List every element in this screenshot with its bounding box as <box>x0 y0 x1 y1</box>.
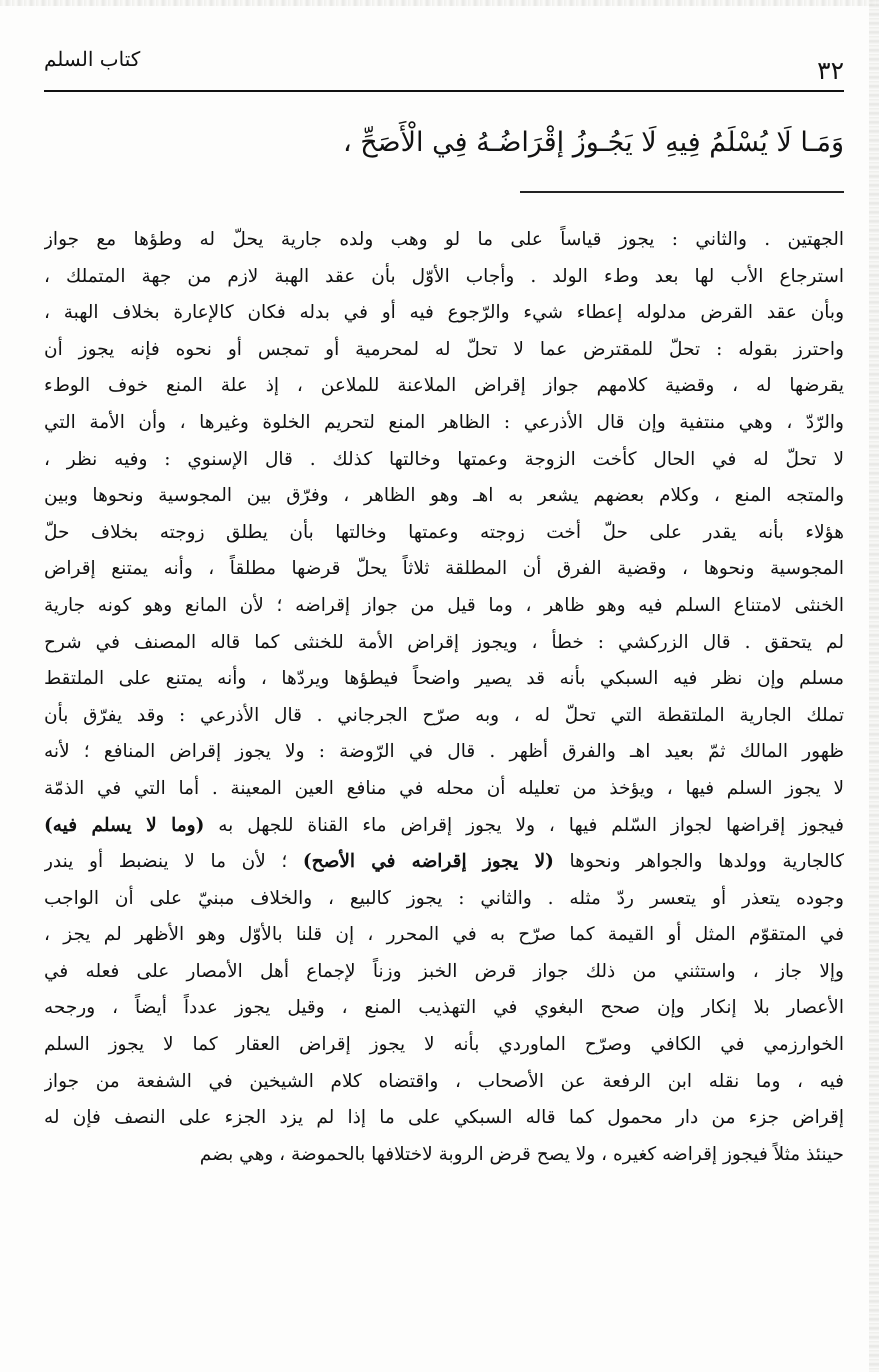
commentary-line: حينئذ مثلاً فيجوز إقراضه كغيره ، ولا يصح قرض الروبة لاختلافها بالحموضة ، وهي بضم <box>199 1143 844 1165</box>
commentary-line: الجهتين . والثاني : يجوز قياساً على ما لو وهب ولده جارية يحلّ له وطؤها مع جواز <box>44 229 844 250</box>
commentary-line: إقراض جزء من دار محمول كما قاله السبكي على ما إذا لم يزد الجزء على النصف فإن له <box>44 1107 844 1129</box>
commentary-line: وبأن عقد القرض مدلوله إعطاء شيء والرّجوع فيه أو في بدله فكان كالإعارة بخلاف الهبة ، <box>44 302 844 324</box>
commentary-line: واحترز بقوله : تحلّ للمقترض عما لا تحلّ له لمحرمية أو تمجس أو نحوه فإنه يجوز أن <box>44 338 844 360</box>
commentary-line: وإلا جاز ، واستثني من ذلك جواز قرض الخبز وزناً لإجماع أهل الأمصار على فعله في <box>44 960 844 982</box>
commentary-line: المجوسية ونحوها ، وقضية الفرق أن المطلقة ثلاثاً يحلّ قرضها مطلقاً ، وأنه يمتنع إقراض <box>44 558 844 580</box>
commentary-line: استرجاع الأب لها بعد وطء الولد . وأجاب الأوّل بأن عقد الهبة لازم من جهة المتملك ، <box>44 265 844 287</box>
commentary-line <box>44 844 844 881</box>
footnote-separator <box>520 191 844 193</box>
commentary-line: يقرضها له ، وقضية كلامهم جواز إقراض الملاعنة للملاعن ، إذ علة المنع خوف الوطء <box>44 375 844 397</box>
matn-quote: (وما لا يسلم فيه) <box>44 814 205 836</box>
commentary-line: تملك الجارية الملتقطة التي تحلّ له ، وبه صرّح الجرجاني . قال الأذرعي : وقد يفرّق بأن <box>44 704 844 726</box>
commentary-text: كالجارية وولدها والجواهر ونحوها <box>569 851 844 873</box>
commentary-line: والرّدّ ، وهي منتفية وإن قال الأذرعي : الظاهر المنع لتحريم الخلوة وغيرها ، وأن الأمة التي <box>44 411 844 433</box>
commentary-line: الخنثى لامتناع السلم فيه وهو ظاهر ، وما قيل من جواز إقراضه ؛ لأن المانع وهو كونه جارية <box>44 594 844 616</box>
commentary-body <box>44 222 844 1352</box>
page-number: ٣٢ <box>817 56 844 85</box>
running-head <box>44 46 844 92</box>
scan-edge-top <box>0 0 879 6</box>
commentary-line <box>44 808 844 845</box>
commentary-line: فيه ، وما نقله ابن الرفعة عن الأصحاب ، واقتضاه كلام الشيخين في الشفعة من جواز <box>44 1070 844 1092</box>
commentary-line: والمتجه المنع ، وكلام بعضهم يشعر به اهـ وهو الظاهر ، وفرّق بين المجوسية ونحوها وبين <box>44 485 844 507</box>
commentary-line: لم يتحقق . قال الزركشي : خطأ ، ويجوز إقراض الأمة للخنثى كما قاله المصنف في شرح <box>44 631 844 653</box>
commentary-line: مسلم وإن نظر فيه السبكي بأنه قد يصير واضحاً فيطؤها ويردّها ، وأنه يمتنع على الملتقط <box>44 668 844 690</box>
commentary-line: وجوده يتعذر أو يتعسر ردّ مثله . والثاني : يجوز كالبيع ، والخلاف مبنيّ على أن الواجب <box>44 887 844 909</box>
commentary-line: الخوارزمي في الكافي وصرّح الماوردي بأنه لا يجوز إقراض العقار كما لا يجوز السلم <box>44 1034 844 1056</box>
commentary-line: لا يجوز السلم فيها ، ويؤخذ من تعليله أن محله في منافع العين المعينة . أما التي في الذمّة <box>44 777 844 799</box>
matn-quote: (لا يجوز إقراضه في الأصح) <box>302 851 554 873</box>
commentary-line: الأعصار بلا إنكار وإن صحح البغوي في التهذيب المنع ، وقيل يجوز عدداً أيضاً ، ورجحه <box>44 997 844 1019</box>
commentary-text: ؛ لأن ما لا ينضبط أو يندر <box>44 851 288 873</box>
matn-text: وَمَـا لَا يُسْلَمُ فِيهِ لَا يَجُـوزُ إقْرَاضُـهُ فِي الْأَصَحِّ ، <box>342 127 844 158</box>
commentary-line: ظهور المالك ثمّ بعيد اهـ والفرق أظهر . قال في الرّوضة : ولا يجوز إقراض المنافع ؛ لأنه <box>44 741 844 763</box>
commentary-text: فيجوز إقراضها لجواز السّلم فيها ، ولا يجوز إقراض ماء القناة للجهل به <box>218 814 844 836</box>
commentary-line: هؤلاء بأنه يقدر على حلّ أخت زوجته وعمتها وخالتها بأن يطلق زوجته بخلاف حلّ <box>44 521 844 543</box>
scan-edge-right <box>869 0 879 1372</box>
commentary-line: لا تحلّ له في الحال كأخت الزوجة وعمتها وخالتها كذلك . قال الإسنوي : وفيه نظر ، <box>44 448 844 470</box>
book-title: كتاب السلم <box>44 47 141 71</box>
commentary-line: في المتقوّم المثل أو القيمة كما صرّح به في المحرر ، إن قلنا بالأوّل وهو الأظهر لم يجز ، <box>44 924 844 946</box>
